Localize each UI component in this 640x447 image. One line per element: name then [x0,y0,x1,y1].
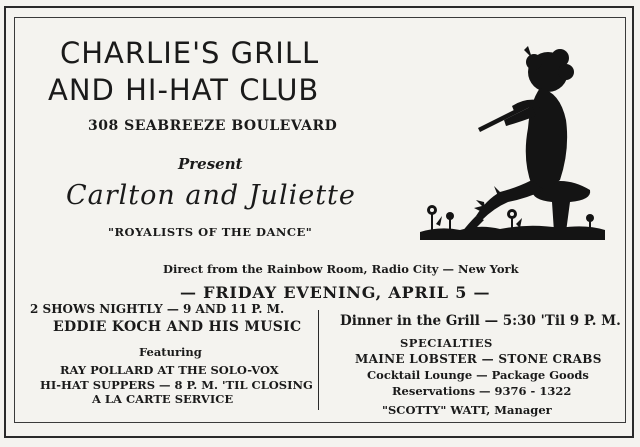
performers-tagline: "ROYALISTS OF THE DANCE" [108,225,313,239]
column-divider [318,310,319,410]
shows-nightly: 2 SHOWS NIGHTLY — 9 AND 11 P. M. [30,302,285,316]
manager-name: "SCOTTY" WATT, Manager [382,403,552,417]
specialties-items: MAINE LOBSTER — STONE CRABS [355,352,602,366]
club-address: 308 SEABREEZE BOULEVARD [88,118,338,134]
reservations-phone: Reservations — 9376 - 1322 [392,384,572,398]
club-name-line-2: AND HI-HAT CLUB [48,73,320,107]
club-name-line-1: CHARLIE'S GRILL [60,36,320,70]
lounge-line: Cocktail Lounge — Package Goods [367,368,589,382]
band-name: EDDIE KOCH AND HIS MUSIC [53,319,302,335]
service-note: A LA CARTE SERVICE [92,392,234,406]
event-date: — FRIDAY EVENING, APRIL 5 — [180,283,491,302]
suppers-hours: HI-HAT SUPPERS — 8 P. M. 'TIL CLOSING [40,378,313,392]
dinner-hours: Dinner in the Grill — 5:30 'Til 9 P. M. [340,313,621,329]
featuring-label: Featuring [139,345,202,359]
direct-from-line: Direct from the Rainbow Room, Radio City — New York [163,262,519,276]
specialties-heading: SPECIALTIES [400,336,493,350]
performers-name: Carlton and Juliette [66,180,356,211]
featured-soloist: RAY POLLARD AT THE SOLO-VOX [60,363,279,377]
present-label: Present [178,155,243,173]
faun-playing-flute-silhouette-icon [420,40,605,245]
